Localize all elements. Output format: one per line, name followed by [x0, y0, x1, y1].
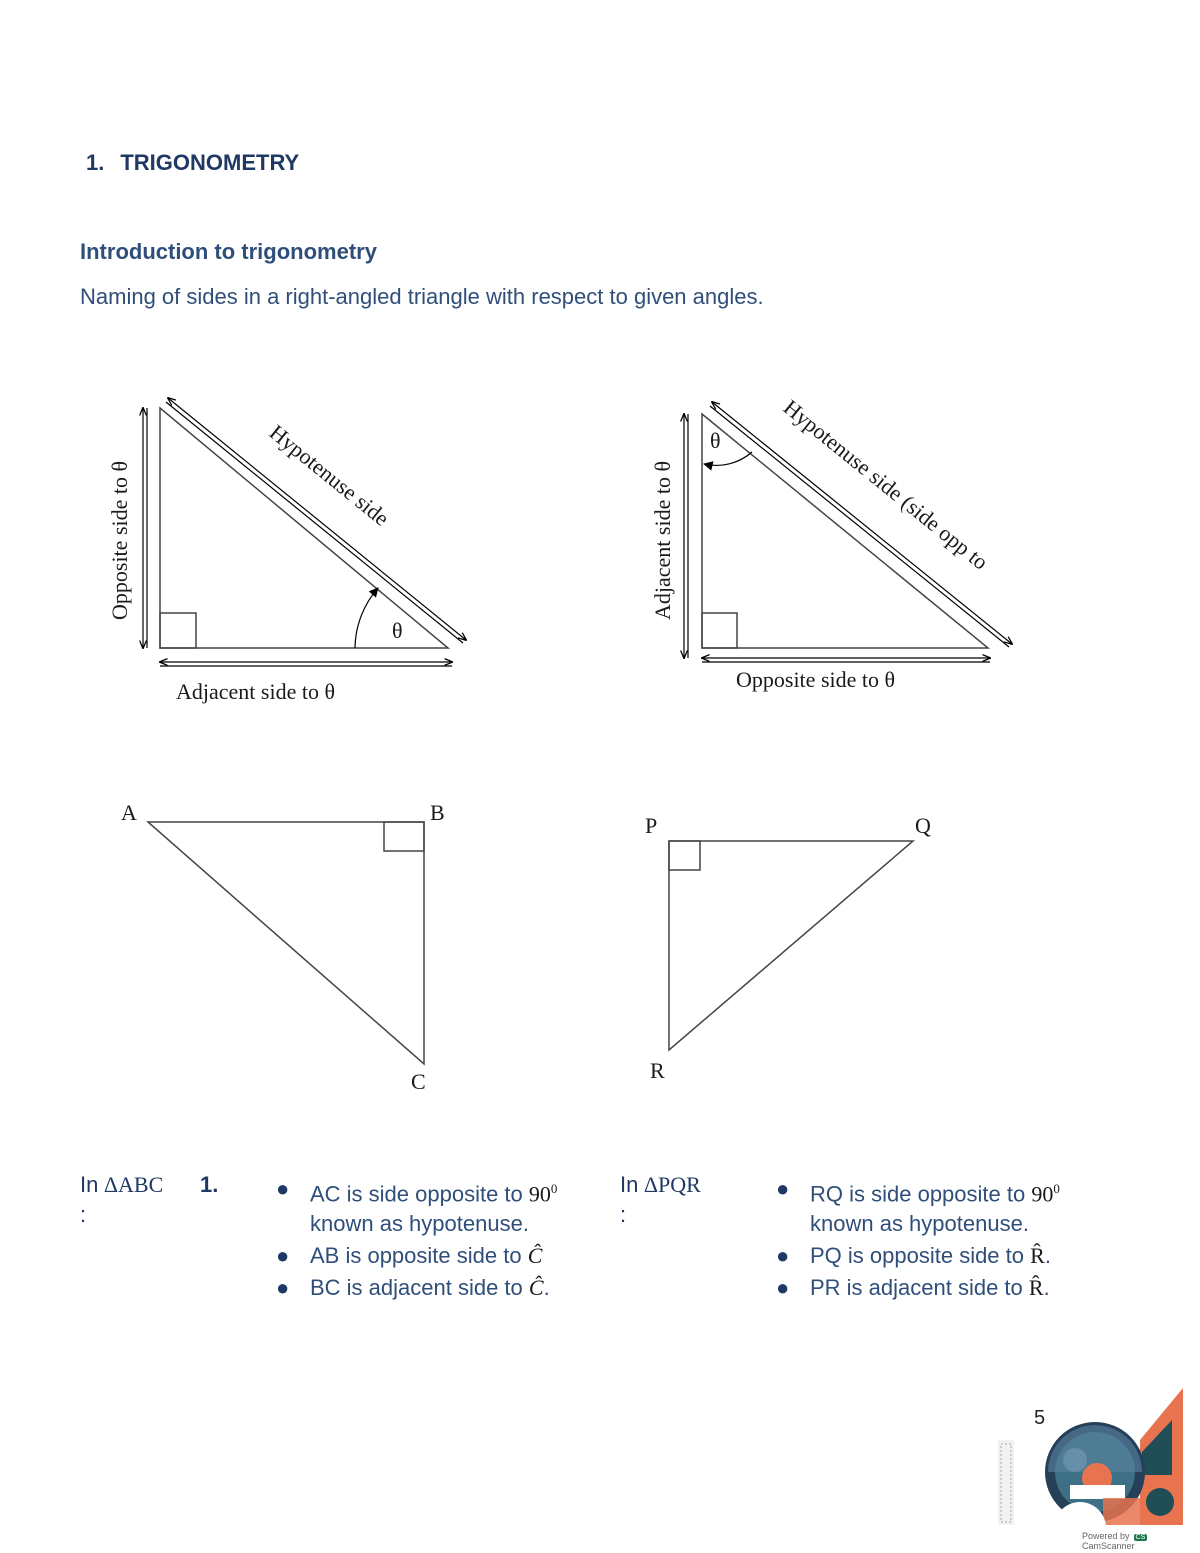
- vertex-q-label: Q: [915, 813, 931, 838]
- abc-colon: :: [80, 1202, 87, 1227]
- bullet-icon: ●: [276, 1176, 290, 1201]
- pqr-notes-list: [776, 1174, 1106, 1305]
- camscanner-logo: [998, 1388, 1183, 1553]
- pqr-in-word: In: [620, 1172, 639, 1197]
- page-number: 5: [1034, 1407, 1046, 1429]
- abc-in-word: In: [80, 1172, 99, 1197]
- subheading: Introduction to trigonometry: [80, 239, 377, 264]
- abc-notes-list: [276, 1174, 596, 1305]
- list-item: ● BC is adjacent side to Ĉ.: [276, 1273, 596, 1303]
- list-item: ● AB is opposite side to Ĉ: [276, 1241, 596, 1271]
- powered-by-footer: Powered by CSCamScanner: [1082, 1531, 1146, 1551]
- fig1-hypotenuse-label: Hypotenuse side: [264, 419, 395, 531]
- pqr-triangle-name: ΔPQR: [643, 1172, 701, 1197]
- pqr-context-label: [620, 1172, 701, 1228]
- bullet-icon: ●: [776, 1176, 790, 1201]
- list-item: ● PQ is opposite side to R̂.: [776, 1241, 1106, 1271]
- bullet-icon: ●: [276, 1275, 290, 1301]
- list-item: ● PR is adjacent side to R̂.: [776, 1273, 1106, 1303]
- fig2-opposite-label: Opposite side to θ: [736, 667, 896, 692]
- fig1-angle-label: θ: [392, 618, 403, 643]
- list-item: ● AC is side opposite to $90^0$ known as hypotenuse.: [276, 1176, 558, 1237]
- vertex-a-label: A: [121, 800, 137, 825]
- fig1-opposite-label: Opposite side to θ: [107, 460, 132, 620]
- triangle-abc: [148, 822, 424, 1064]
- list-item: ● RQ is side opposite to $90^0$ known as hypotenuse.: [776, 1176, 1060, 1237]
- fig2-hypotenuse-label: Hypotenuse side (side opp to: [778, 394, 994, 575]
- vertex-c-label: C: [411, 1069, 426, 1094]
- fig2-adjacent-label: Adjacent side to θ: [650, 461, 675, 620]
- bullet-icon: ●: [776, 1243, 790, 1269]
- abc-context-label: [80, 1172, 163, 1228]
- vertex-p-label: P: [645, 813, 658, 838]
- fig1-adjacent-label: Adjacent side to θ: [176, 679, 335, 704]
- vertex-b-label: B: [430, 800, 445, 825]
- abc-triangle-name: ΔABC: [103, 1172, 164, 1197]
- vertex-r-label: R: [650, 1058, 665, 1083]
- bullet-icon: ●: [276, 1243, 290, 1269]
- intro-text: Naming of sides in a right-angled triangle with respect to given angles.: [80, 284, 764, 309]
- triangle-pqr: [669, 841, 913, 1050]
- section-title: TRIGONOMETRY: [120, 150, 300, 175]
- section-number: 1.: [86, 150, 105, 175]
- pqr-colon: :: [620, 1202, 627, 1227]
- camscanner-badge-icon: CS: [1135, 1534, 1146, 1541]
- fig2-angle-label: θ: [710, 428, 721, 453]
- bullet-icon: ●: [776, 1275, 790, 1301]
- abc-item-number: 1.: [200, 1172, 219, 1197]
